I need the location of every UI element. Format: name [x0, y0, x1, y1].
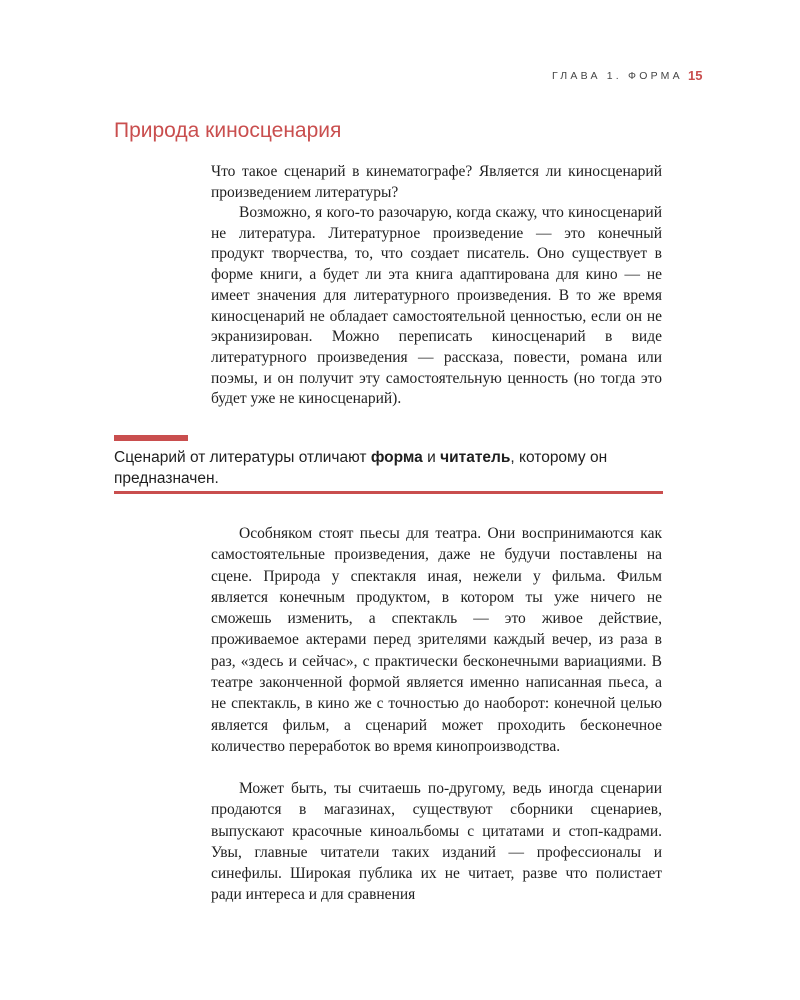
- pull-quote-bold-form: форма: [370, 449, 423, 466]
- pull-quote-text-3: , которому он предназначен.: [114, 449, 608, 487]
- body-paragraph-literature: Возможно, я кого-то разочарую, когда скажу, что киносценарий не литература. Литературное произведение — это конечный продукт творчества, то, что создает писатель. Оно существует в форме книги, а будет ли эта книга адаптирована для кино — не имеет значения для литературного произведения. В то же время киносценарий не обладает самостоятельной ценностью, если он не экранизирован. Можно переписать киносценарий в виде литературного произведения — рассказа, повести, романа или поэмы, и он получит эту самостоятельную ценность (но тогда это будет уже не киносценарий).: [211, 204, 662, 408]
- page-number: 15: [688, 68, 703, 83]
- pull-quote-text-2: и: [422, 449, 441, 466]
- body-paragraph-readers: Может быть, ты считаешь по-другому, ведь иногда сценарии продаются в магазинах, существуют сборники сценариев, выпускают красочные киноальбомы с цитатами и стоп-кадрами. Увы, главные читатели таких изданий — профессионалы и синефилы. Широкая публика их не читает, разве что полистает ради интереса и для сравнения: [211, 780, 662, 904]
- body-paragraph-theatre: Особняком стоят пьесы для театра. Они воспринимаются как самостоятельные произведения, даже не будучи поставлены на сцене. Природа у спектакля иная, нежели у фильма. Фильм является конечным продуктом, в котором ты уже ничего не сможешь изменить, а спектакль — это живое действие, проживаемое актерами перед зрителями каждый вечер, из раза в раз, «здесь и сейчас», с практически бесконечными вариациями. В театре законченной формой является именно написанная пьеса, а не спектакль, в кино же с точностью до наоборот: конечной целью является фильм, а сценарий может проходить бесконечное количество переработок во время кинопроизводства.: [211, 525, 662, 755]
- pull-quote-rule: [114, 491, 663, 494]
- running-head: ГЛАВА 1. ФОРМА: [552, 70, 683, 82]
- body-paragraph-intro: Что такое сценарий в кинематографе? Является ли киносценарий произведением литературы?: [211, 163, 662, 201]
- pull-quote-accent-bar: [114, 435, 188, 441]
- pull-quote: [114, 448, 674, 489]
- pull-quote-text-1: Сценарий от литературы отличают: [114, 449, 371, 466]
- section-title: Природа киносценария: [114, 119, 342, 142]
- pull-quote-bold-reader: читатель: [440, 449, 511, 466]
